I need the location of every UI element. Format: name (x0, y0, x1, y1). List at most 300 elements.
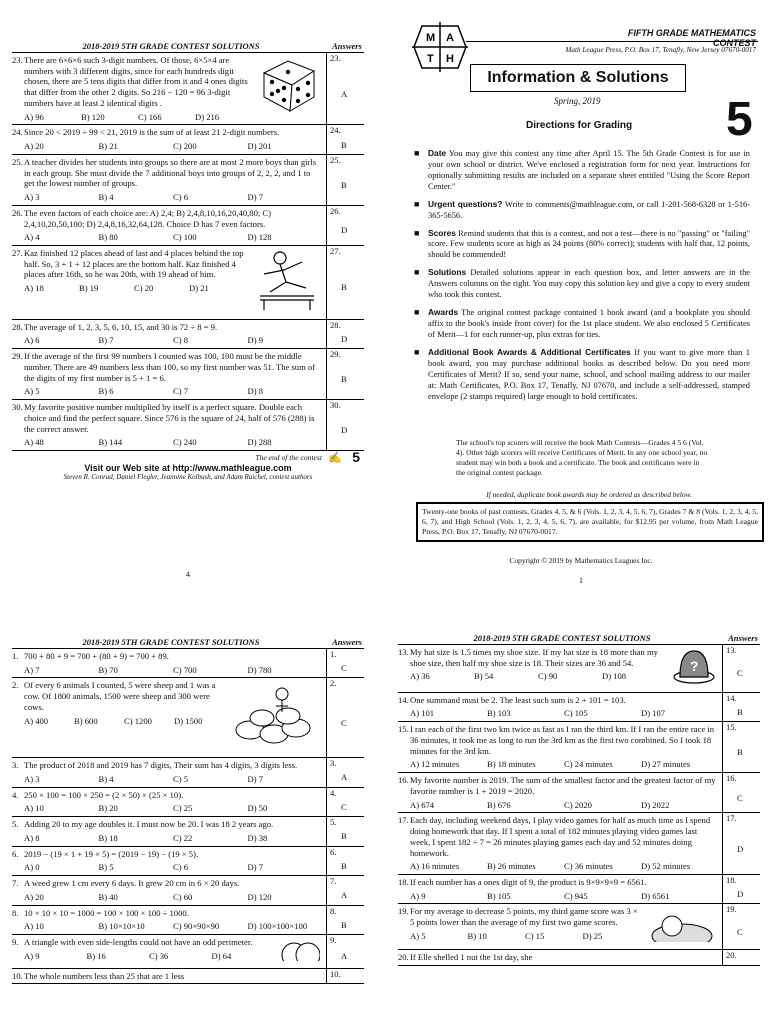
answer-number: 23. (330, 53, 341, 63)
answer-choice: B) 10 (467, 930, 487, 941)
answer-choice: D) 216 (195, 111, 220, 122)
answer-choice: A) 18 (24, 283, 44, 294)
question-solution: A teacher divides her students into groups so there are at most 2 more boys than girls in each group. She must divide the 7 additional boys into groups of 2, 2, 2, and 1 to get the lowest number of groups. (24, 156, 317, 189)
hurdle-runner-icon (250, 248, 320, 315)
solutions-title: 2018-2019 5TH GRADE CONTEST SOLUTIONS (82, 41, 260, 51)
question-body (12, 125, 327, 153)
answer-letter: B (341, 919, 347, 930)
question-number: 28. (12, 321, 23, 332)
answer-cell (327, 876, 364, 904)
question-number: 4. (12, 789, 19, 800)
answer-choice: B) 6 (98, 386, 114, 397)
question-row (12, 155, 364, 206)
bullet-icon: ■ (414, 198, 420, 209)
sheep-flock-icon (230, 680, 320, 753)
answer-cell (723, 950, 760, 965)
solutions-header (12, 636, 364, 649)
answer-cell (327, 969, 364, 984)
answer-choice: A) 0 (24, 862, 40, 873)
answer-cell (327, 246, 364, 319)
answer-choice: C) 166 (138, 111, 162, 122)
answer-choice: B) 40 (98, 891, 118, 902)
answer-choices (398, 800, 718, 811)
question-number: 18. (398, 877, 409, 888)
question-row (12, 349, 364, 400)
answer-choice: B) 20 (98, 803, 118, 814)
bullet-icon: ■ (414, 267, 420, 278)
answer-choice: A) 36 (410, 671, 430, 682)
question-solution: Of every 6 animals I counted, 5 were sheep and 1 was a cow. Of 1800 animals, 1500 were sheep and 300 were cows. (24, 680, 216, 712)
answer-choice: B) 16 (86, 950, 106, 961)
answer-choices (398, 931, 640, 942)
question-number: 20. (398, 952, 409, 963)
direction-label: Urgent questions? (428, 198, 503, 209)
question-row (12, 969, 364, 985)
answer-number: 1. (330, 649, 337, 659)
information-page (404, 20, 758, 590)
solutions-title: 2018-2019 5TH GRADE CONTEST SOLUTIONS (82, 637, 260, 647)
answers-label: Answers (332, 637, 362, 647)
answer-cell (327, 758, 364, 786)
answer-choices (12, 437, 322, 448)
answer-choices (12, 335, 322, 346)
answer-choice: A) 101 (410, 708, 435, 719)
answer-cell (327, 847, 364, 875)
answer-choices (12, 862, 322, 873)
question-number: 30. (12, 402, 23, 413)
question-body (12, 349, 327, 399)
answer-choices (398, 759, 718, 770)
question-solution: There are 6×6×6 such 3-digit numbers. Of those, 6×5×4 are numbers with 3 different digits, since for each hundreds digit chosen, there are 5 tens digits that differ from it and 4 ones digits that differ from the other 2 digits. So 216 − 120 = 96 3-digit numbers have at least 2 identical digits . (24, 55, 248, 108)
question-body (398, 693, 723, 721)
publisher-address: Math League Press, P.O. Box 17, Tenafly, New Jersey 07670-0017 (565, 46, 756, 54)
answer-choice: B) 54 (474, 671, 494, 682)
past-contests-box: Twenty-one books of past contests, Grades 4, 5, & 6 (Vols. 1, 2, 3, 4, 5, 6, 7), Grades 7 & 8 (Vols. 1, 2, 3, 4, 5, 6, 7), and High School (Vols. 1, 2, 3, 4, 5, 6, 7), are available, for $12.95 per volume, from Math League Press, P.O. Box 17, Tenafly, NJ 07670-0017. (416, 502, 764, 542)
answer-choice: D) 2022 (641, 799, 670, 810)
question-solution: 700 + 80 + 9 = 700 + (80 + 9) = 700 + 89. (24, 651, 169, 661)
page-number-1: 1 (579, 576, 583, 585)
answer-choice: A) 10 (24, 921, 44, 932)
answer-number: 3. (330, 758, 337, 769)
question-number: 16. (398, 775, 409, 786)
answer-cell (723, 813, 760, 874)
answer-choice: B) 10×10×10 (98, 921, 145, 932)
answer-choice: B) 80 (98, 232, 118, 243)
answer-choice: D) 27 minutes (641, 759, 691, 770)
duplicate-awards-note: If needed, duplicate book awards may be ordered as described below. (486, 490, 692, 499)
grading-direction-item (414, 199, 750, 222)
answer-cell (327, 349, 364, 399)
logo-letter-t: T (427, 53, 434, 65)
answer-number: 17. (726, 813, 737, 824)
answer-choices (12, 232, 322, 243)
answer-choice: B) 4 (98, 773, 114, 784)
answer-choice: B) 120 (81, 111, 105, 122)
answer-choice: C) 6 (173, 192, 189, 203)
answer-choice: D) 201 (247, 141, 272, 152)
answer-cell (327, 817, 364, 845)
question-solution: 2019 − (19 × 1 + 19 × 5) = (2019 − 19) − (19 × 5). (24, 848, 199, 859)
answer-choice: D) 6561 (641, 890, 670, 901)
website-link[interactable]: Visit our Web site at http://www.mathleague.com (84, 463, 292, 474)
question-solution: Each day, including weekend days, I play video games for half as much time as I spend doing homework that day. If I spent a total of 182 minutes playing video games last week, I spent 182 ÷ 7 = 26 minutes playing games each day and 52 minutes doing homework. (410, 815, 711, 858)
answer-choice: D) 25 (582, 930, 603, 941)
page-number-4: 4 (186, 570, 190, 579)
question-solution: If each number has a ones digit of 9, the product is 9×9×9×9 = 6561. (410, 877, 647, 888)
answer-choice: D) 21 (189, 283, 209, 294)
question-row (12, 817, 364, 846)
answer-choice: B) 600 (74, 715, 98, 726)
question-solution: The average of 1, 2, 3, 5, 6, 10, 15, and 30 is 72 ÷ 8 = 9. (24, 321, 218, 332)
answer-choice: B) 70 (98, 664, 118, 675)
end-number: 5 (352, 449, 360, 466)
question-body (12, 935, 327, 968)
answer-letter: B (341, 282, 347, 293)
answer-choice: C) 8 (173, 335, 189, 346)
question-body (12, 320, 327, 348)
question-solution: My hat size is 1.5 times my shoe size. If my hat size is 18 more than my shoe size, then half my shoe size is 18. Their sizes are 36 and 54. (410, 647, 658, 668)
answer-choice: D) 128 (247, 232, 272, 243)
question-solution: I ran each of the first two km twice as fast as I ran the third km. If I ran the entire race in 36 minutes, it took me as long to run the 3rd km as the first two combined. So I took 18 minutes for the 3rd km. (410, 724, 714, 756)
answer-number: 19. (726, 904, 737, 915)
answer-choice: C) 22 (173, 832, 193, 843)
question-number: 25. (12, 156, 23, 167)
question-row (398, 875, 760, 904)
question-row (12, 906, 364, 935)
answer-choice: D) 38 (247, 832, 268, 843)
answer-choice: C) 7 (173, 386, 189, 397)
answer-letter: C (341, 801, 347, 812)
answer-choices (12, 112, 252, 123)
question-body (12, 53, 327, 124)
question-solution: Since 20 < 2019 ÷ 99 < 21, 2019 is the sum of at least 21 2-digit numbers. (24, 127, 280, 138)
bullet-icon: ■ (414, 148, 420, 158)
direction-text: If you want to give more than 1 book award, you may purchase additional books as described below. Do you need more Certificates of Merit? If so, send your name, school, and school mailing address to our mailer at: Math Certificates, P.O. Box 17, Tenafly, NJ 07670, and include a self-addressed, stamped envelope (2 stamps required) large enough to hold certificates. (428, 347, 750, 401)
direction-text: Write to comments@mathleague.com, or call 1-201-568-6328 or 1-516-365-5656. (428, 199, 750, 220)
grading-direction-item (414, 267, 750, 301)
answer-cell (327, 125, 364, 153)
answer-letter: B (341, 139, 347, 150)
answer-letter: D (737, 843, 744, 854)
question-number: 14. (398, 694, 409, 705)
hat-icon (672, 647, 716, 688)
answer-letter: A (341, 951, 348, 962)
question-solution: If the average of the first 99 numbers I counted was 100, 100 must be the middle number. There are 49 numbers less than 100, so my first number was 51. The sum of the digits of my first number is 5 + 1 = 6. (24, 351, 316, 383)
logo-letter-m: M (426, 32, 436, 44)
answer-choice: A) 20 (24, 891, 44, 902)
answer-choice: B) 5 (98, 862, 114, 873)
answer-choice: C) 105 (564, 708, 588, 719)
answer-choice: A) 4 (24, 232, 40, 243)
answer-choice: C) 1200 (124, 715, 152, 726)
solutions-header (398, 632, 760, 645)
answer-choice: B) 103 (487, 708, 511, 719)
direction-label: Additional Book Awards & Additional Certificates (428, 346, 631, 357)
answer-cell (723, 773, 760, 812)
question-number: 15. (398, 724, 409, 735)
answer-choice: B) 105 (487, 890, 511, 901)
question-row (12, 206, 364, 246)
question-solution: One summand must be 2. The least such sum is 2 + 101 = 103. (410, 694, 626, 705)
info-solutions-heading: Information & Solutions (470, 64, 686, 92)
answer-choice: B) 18 minutes (487, 759, 536, 770)
question-body (12, 400, 327, 450)
answer-choice: C) 240 (173, 437, 197, 448)
answer-choice: A) 16 minutes (410, 861, 460, 872)
answers-label: Answers (332, 41, 362, 51)
answer-choice: A) 400 (24, 715, 49, 726)
question-solution: My favorite positive number multiplied by itself is a perfect square. Double each choice and find the perfect square. Since 576 is the square of 24, half of 576 (288) is the correct answer. (24, 402, 315, 434)
answer-cell (723, 875, 760, 903)
question-number: 24. (12, 127, 23, 138)
answer-choice: C) 2020 (564, 799, 592, 810)
question-number: 8. (12, 907, 19, 918)
question-body (398, 773, 723, 812)
answer-cell (327, 935, 364, 968)
question-solution: My favorite number is 2019. The sum of the smallest factor and the greatest factor of my favorite number is 1 + 2019 = 2020. (410, 775, 716, 796)
answer-number: 25. (330, 154, 341, 165)
question-body (398, 722, 723, 772)
answer-letter: B (341, 179, 347, 190)
question-number: 27. (12, 248, 23, 259)
direction-label: Solutions (428, 267, 467, 278)
direction-text: Detailed solutions appear in each question box, and letter answers are in the Answers columns on the right. You may copy this solution key and give a copy to every student who took this contest. (428, 268, 750, 300)
answer-number: 15. (726, 722, 737, 733)
grading-directions (414, 148, 750, 408)
math-league-logo (412, 22, 468, 72)
solutions-header (12, 40, 364, 53)
answer-choices (398, 861, 718, 872)
direction-label: Date (428, 148, 447, 158)
bullet-icon: ■ (414, 307, 420, 318)
question-number: 23. (12, 55, 23, 65)
answer-cell (723, 693, 760, 721)
answer-cell (723, 645, 760, 692)
answer-cell (723, 722, 760, 772)
grade-number: 5 (726, 93, 753, 146)
answer-choices (12, 283, 244, 294)
directions-heading: Directions for Grading (526, 120, 633, 131)
question-row (398, 773, 760, 813)
question-number: 1. (12, 651, 19, 661)
contest-title: FIFTH GRADE MATHEMATICS CONTEST (627, 28, 756, 48)
answer-choice: A) 96 (24, 111, 44, 122)
answer-number: 18. (726, 875, 737, 886)
question-row (12, 847, 364, 876)
answer-choice: D) 100×100×100 (247, 921, 308, 932)
question-solution: A triangle with even side-lengths could not have an odd perimeter. (24, 937, 253, 948)
question-row (398, 722, 760, 773)
answer-choices (398, 891, 718, 902)
solutions-page-4 (12, 40, 364, 481)
question-body (12, 206, 327, 245)
question-body (12, 758, 327, 786)
answer-choice: D) 7 (247, 862, 264, 873)
logo-letter-h: H (446, 53, 454, 65)
answer-choices (12, 892, 322, 903)
question-row (398, 904, 760, 950)
answer-letter: A (341, 88, 348, 99)
answer-choice: A) 5 (410, 930, 426, 941)
answer-choice: D) 64 (211, 950, 232, 961)
answer-choice: B) 18 (98, 832, 118, 843)
question-body (12, 969, 327, 984)
answer-choice: C) 36 (149, 950, 169, 961)
bullet-icon: ■ (414, 346, 420, 357)
answer-choice: D) 107 (641, 708, 666, 719)
answer-choice: C) 15 (525, 930, 545, 941)
answer-choice: D) 1500 (174, 715, 203, 726)
answer-letter: D (341, 225, 348, 236)
answer-choice: A) 8 (24, 832, 40, 843)
answer-choice: D) 8 (247, 386, 264, 397)
question-body (398, 645, 723, 692)
answer-choice: C) 100 (173, 232, 197, 243)
answer-cell (327, 678, 364, 757)
question-solution: Kaz finished 12 places ahead of last and 4 places behind the top half. So, 3 + 1 + 12 places are the bottom half. Kaz finished 4 places after 16th, so he was 20th, with 19 ahead of him. (24, 248, 244, 280)
question-number: 17. (398, 815, 409, 826)
answer-choice: A) 9 (24, 950, 40, 961)
question-row (398, 813, 760, 875)
end-text: The end of the contest (255, 453, 322, 463)
answer-number: 4. (330, 787, 337, 798)
answer-letter: B (341, 831, 347, 842)
question-body (12, 155, 327, 205)
question-row (12, 758, 364, 787)
question-body (12, 246, 327, 319)
question-solution: A weed grew 1 cm every 6 days. It grew 20 cm in 6 × 20 days. (24, 878, 240, 889)
direction-label: Awards (428, 307, 459, 318)
answer-choice: A) 9 (410, 890, 426, 901)
question-row (12, 320, 364, 349)
answer-choice: D) 120 (247, 891, 272, 902)
answer-number: 6. (330, 846, 337, 857)
question-number: 10. (12, 970, 23, 981)
answer-choice: A) 48 (24, 437, 44, 448)
awards-note: The school's top scorers will receive the book Math Contests—Grades 4 5 6 (Vol. 4). Other high scorers will receive Certificates of Merit. In any one school year, no student may win both a book and a certificate. The book and certificates were in the original contest package. (456, 438, 708, 477)
answer-number: 5. (330, 817, 337, 828)
answer-number: 10. (330, 968, 341, 979)
answer-choice: D) 7 (247, 192, 264, 203)
grading-direction-item (414, 307, 750, 341)
question-row (12, 788, 364, 817)
answer-choice: C) 90×90×90 (173, 921, 220, 932)
question-row (12, 400, 364, 451)
answer-choice: D) 780 (247, 664, 272, 675)
question-solution: Adding 20 to my age doubles it. I must now be 20. I was 18 2 years ago. (24, 819, 274, 830)
tire-icon (280, 937, 320, 964)
answer-cell (327, 400, 364, 450)
question-row (12, 678, 364, 758)
question-number: 13. (398, 647, 409, 657)
question-row (12, 935, 364, 969)
answer-number: 30. (330, 400, 341, 411)
question-number: 29. (12, 351, 23, 362)
answer-number: 7. (330, 876, 337, 887)
question-body (398, 813, 723, 874)
end-of-contest (12, 451, 364, 465)
question-row (12, 53, 364, 125)
answer-cell (327, 155, 364, 205)
answer-letter: D (737, 889, 744, 900)
answer-choice: D) 108 (602, 671, 627, 682)
answer-choice: A) 10 (24, 803, 44, 814)
answer-letter: B (737, 706, 743, 717)
question-row (12, 246, 364, 320)
question-row (12, 125, 364, 154)
answer-letter: C (341, 717, 347, 728)
grading-direction-item (414, 347, 750, 403)
answer-letter: C (737, 792, 743, 803)
answer-number: 14. (726, 692, 737, 703)
answer-choice: A) 674 (410, 799, 435, 810)
question-body (398, 950, 723, 965)
answer-cell (327, 788, 364, 816)
answer-choice: A) 3 (24, 773, 40, 784)
answer-letter: B (341, 374, 347, 385)
answer-choice: D) 52 minutes (641, 861, 691, 872)
answer-choice: C) 25 (173, 803, 193, 814)
answer-choice: C) 60 (173, 891, 193, 902)
question-number: 7. (12, 878, 19, 889)
answer-number: 20. (726, 950, 737, 961)
answer-number: 2. (330, 678, 337, 689)
answer-choices (12, 951, 274, 962)
answer-choice: B) 7 (98, 335, 114, 346)
question-body (12, 788, 327, 816)
question-row (398, 693, 760, 722)
direction-text: You may give this contest any time after April 15. The 5th Grade Contest is for use in your own school or district. We've enclosed a registration form for next year. Instructions for optionally submitting results are included on a separate sheet entitled "Using the Score Report Center." (428, 149, 750, 191)
answer-number: 26. (330, 205, 341, 216)
answer-choices (12, 141, 322, 152)
question-solution: For my average to decrease 5 points, my third game score was 3 × 5 points lower than the average of my first two game scores. (410, 906, 638, 928)
answer-choice: C) 36 minutes (564, 861, 613, 872)
answer-choices (12, 774, 322, 785)
answer-choices (12, 803, 322, 814)
question-body (12, 847, 327, 875)
question-solution: The whole numbers less than 25 that are 1 less (24, 970, 185, 981)
answer-letter: D (341, 425, 348, 436)
answer-cell (327, 206, 364, 245)
copyright: Copyright © 2019 by Mathematics Leagues Inc. (509, 556, 653, 565)
question-solution: 10 × 10 × 10 = 1000 = 100 × 100 × 100 ÷ 1000. (24, 907, 189, 918)
question-number: 3. (12, 760, 19, 771)
answer-cell (327, 906, 364, 934)
question-body (12, 817, 327, 845)
solutions-page-3 (398, 632, 760, 966)
question-number: 19. (398, 906, 409, 917)
question-number: 6. (12, 848, 19, 859)
answer-choice: D) 288 (247, 437, 272, 448)
question-body (398, 904, 723, 949)
bullet-icon: ■ (414, 227, 420, 238)
answer-choice: A) 20 (24, 141, 44, 152)
question-number: 9. (12, 937, 19, 948)
answer-letter: B (737, 747, 743, 758)
answers-label: Answers (728, 633, 758, 643)
question-row (398, 645, 760, 693)
answer-choice: A) 5 (24, 386, 40, 397)
answer-number: 29. (330, 349, 341, 360)
question-row (12, 649, 364, 678)
answer-choice: D) 50 (247, 803, 268, 814)
direction-label: Scores (428, 227, 456, 238)
answer-letter: C (737, 668, 743, 679)
answer-choice: C) 6 (173, 862, 189, 873)
direction-text: The original contest package contained 1 book award (and a bookplate you should affix to the book's inside front cover) for the 1st place student. We also enclosed 5 Certificates of Merit—1 for each runner-up, plus extras for ties. (428, 308, 750, 339)
question-number: 26. (12, 207, 23, 218)
answer-cell (327, 649, 364, 677)
